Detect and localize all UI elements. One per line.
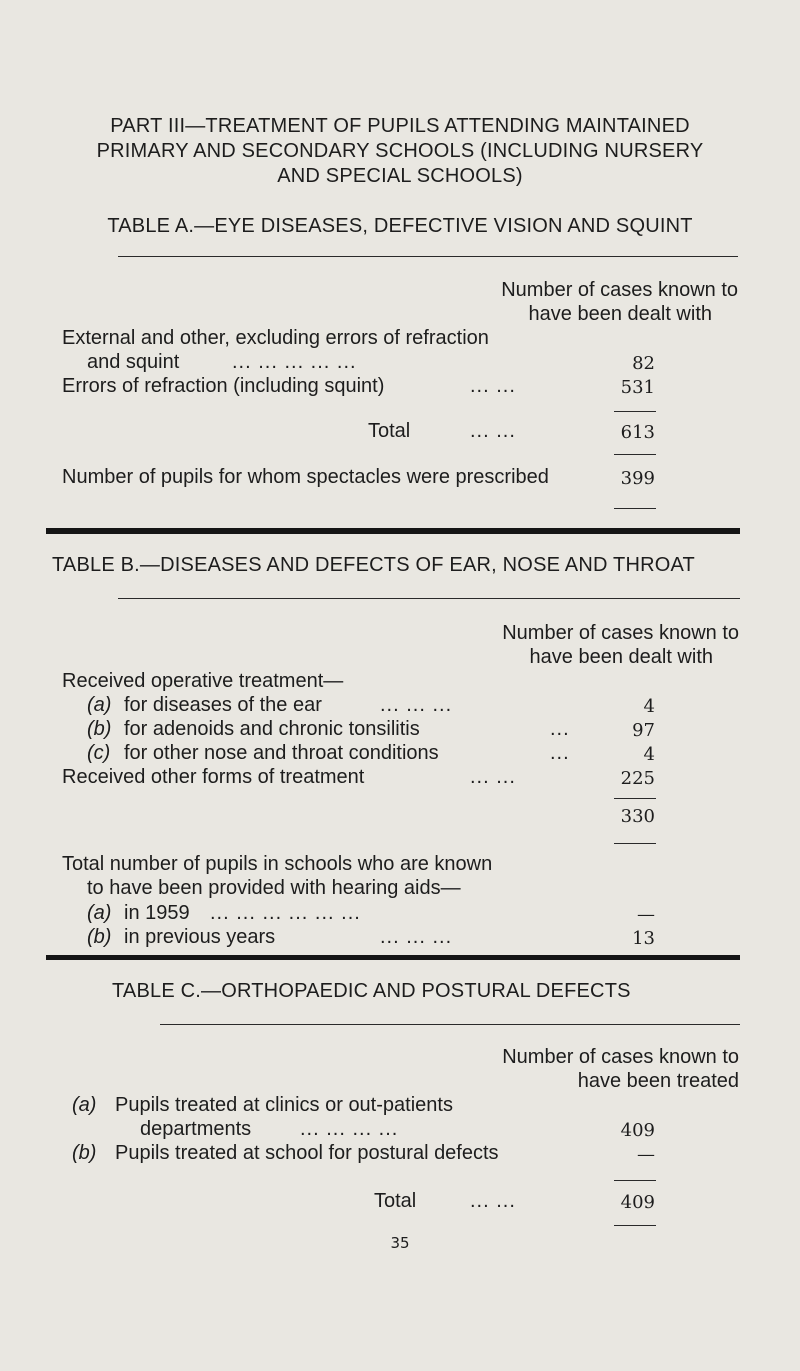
table-b-column-header-line-2: have been dealt with [529,646,713,668]
leader-dots: ... [550,742,570,764]
table-b-item-a-marker: (a) [87,694,112,716]
table-b-hearing-label-line-2: to have been provided with hearing aids— [87,877,461,899]
part-heading-line-1: PART III—TREATMENT OF PUPILS ATTENDING MAINTAINED [110,115,690,137]
table-c-item-b-marker: (b) [72,1142,97,1164]
table-b-subtotal-value: 330 [620,806,655,827]
table-c-total-line [614,1225,656,1226]
table-a-bottom-rule [46,528,740,534]
table-b-item-b-marker: (b) [87,718,112,740]
table-c-item-a-label-line-2: departments [140,1118,252,1140]
table-b-item-a-label: for diseases of the ear [124,694,322,716]
table-b-item-a-value: 4 [643,696,655,717]
leader-dots: ... ... [470,375,516,397]
table-a-row-external-label-line-1: External and other, excluding errors of refraction [62,327,489,349]
table-a-sum-line [614,411,656,412]
table-b-hearing-a-label: in 1959 [124,902,190,924]
table-b-top-rule [118,598,740,599]
table-c-item-b-label: Pupils treated at school for postural defects [115,1142,499,1164]
table-a-spectacles-label: Number of pupils for whom spectacles were prescribed [62,466,549,488]
table-b-operative-label: Received operative treatment— [62,670,344,692]
leader-dots: ... ... ... [380,926,453,948]
table-c-title: TABLE C.—ORTHOPAEDIC AND POSTURAL DEFECTS [112,980,631,1002]
table-c-item-a-label-line-1: Pupils treated at clinics or out-patients [115,1094,453,1116]
table-c-total-value: 409 [620,1192,655,1213]
part-heading-line-3: AND SPECIAL SCHOOLS) [277,165,523,187]
table-b-subtotal-line [614,843,656,844]
table-b-hearing-b-value: 13 [632,928,655,949]
table-a-row-refraction-value: 531 [620,377,655,398]
leader-dots: ... ... ... ... ... [232,351,357,373]
table-b-title: TABLE B.—DISEASES AND DEFECTS OF EAR, NOSE AND THROAT [52,554,695,576]
table-a-row-external-label-line-2: and squint [87,351,180,373]
table-b-other-treatment-value: 225 [620,768,655,789]
table-c-item-a-value: 409 [620,1120,655,1141]
table-b-item-c-value: 4 [643,744,655,765]
table-b-item-c-marker: (c) [87,742,111,764]
table-a-title: TABLE A.—EYE DISEASES, DEFECTIVE VISION AND SQUINT [107,215,693,237]
table-a-column-header-line-2: have been dealt with [528,303,712,325]
leader-dots: ... ... [470,1190,516,1212]
table-c-sum-line [614,1180,656,1181]
table-c-item-a-marker: (a) [72,1094,97,1116]
table-a-total-value: 613 [620,422,655,443]
table-b-hearing-b-label: in previous years [124,926,276,948]
table-a-top-rule [118,256,738,257]
table-a-row-external-value: 82 [632,353,655,374]
leader-dots: ... ... ... ... [300,1118,399,1140]
leader-dots: ... ... [470,420,516,442]
table-c-total-label: Total [374,1190,417,1212]
table-b-item-b-value: 97 [632,720,655,741]
leader-dots: ... ... ... [380,694,453,716]
table-c-column-header-line-1: Number of cases known to [502,1046,739,1068]
table-b-item-c-label: for other nose and throat conditions [124,742,439,764]
table-b-other-treatment-label: Received other forms of treatment [62,766,365,788]
table-b-column-header-line-1: Number of cases known to [502,622,739,644]
table-c-column-header-line-2: have been treated [577,1070,739,1092]
table-a-column-header-line-1: Number of cases known to [501,279,738,301]
leader-dots: ... [550,718,570,740]
table-a-spectacles-line [614,508,656,509]
table-b-bottom-rule [46,955,740,960]
page-number: 35 [390,1234,410,1252]
part-heading-line-2: PRIMARY AND SECONDARY SCHOOLS (INCLUDING NURSERY [96,140,704,162]
table-b-hearing-a-marker: (a) [87,902,112,924]
leader-dots: ... ... ... ... ... ... [210,902,361,924]
table-a-spectacles-value: 399 [620,468,655,489]
table-b-sum-line [614,798,656,799]
table-c-top-rule [160,1024,740,1025]
table-a-row-refraction-label: Errors of refraction (including squint) [62,375,385,397]
table-a-total-label: Total [368,420,411,442]
table-b-hearing-b-marker: (b) [87,926,112,948]
table-b-hearing-a-value: — [637,904,655,925]
table-a-total-line [614,454,656,455]
table-c-item-b-value: — [637,1144,655,1165]
table-b-hearing-label-line-1: Total number of pupils in schools who are known [62,853,493,875]
leader-dots: ... ... [470,766,516,788]
table-b-item-b-label: for adenoids and chronic tonsilitis [124,718,420,740]
